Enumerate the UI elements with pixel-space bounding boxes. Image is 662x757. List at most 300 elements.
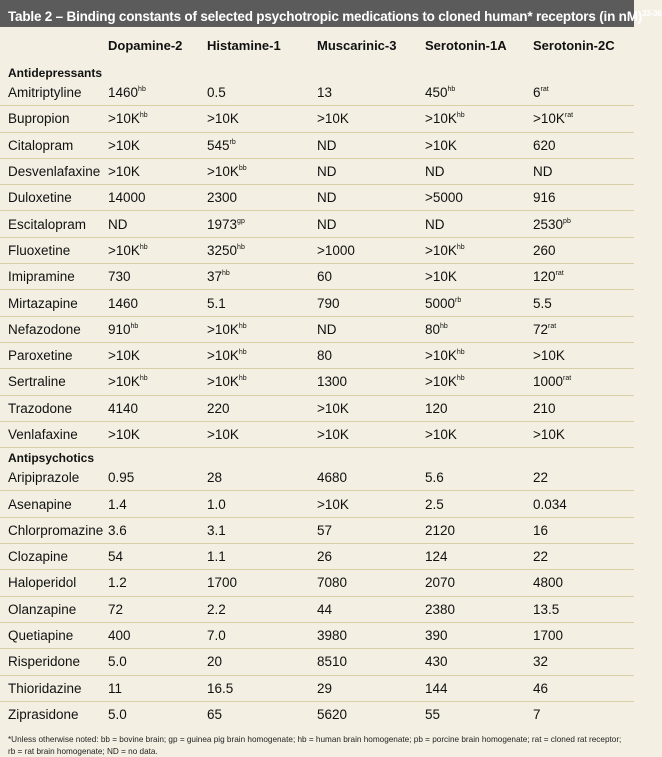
- value-text: 5620: [317, 706, 348, 722]
- value-cell: [533, 80, 634, 106]
- value-cell: [533, 342, 634, 368]
- value-text: 37: [207, 269, 223, 285]
- value-text: 1700: [533, 628, 564, 644]
- value-text: 3.1: [207, 522, 226, 538]
- value-cell: [207, 596, 317, 622]
- source-superscript: hb: [456, 243, 465, 251]
- value-text: >1000: [317, 242, 355, 258]
- value-text: 6: [533, 85, 541, 101]
- value-text: ND: [317, 190, 337, 206]
- value-cell: [533, 185, 634, 211]
- value-cell: [425, 465, 533, 491]
- table-row: [0, 622, 634, 648]
- value-cell: [533, 421, 634, 447]
- value-cell: [425, 649, 533, 675]
- value-text: 65: [207, 706, 223, 722]
- value-cell: [317, 132, 425, 158]
- value-cell: [108, 491, 207, 517]
- value-cell: [533, 675, 634, 701]
- table-row: [0, 80, 634, 106]
- value-cell: [317, 622, 425, 648]
- value-text: 7: [533, 706, 541, 722]
- value-text: 2.5: [425, 496, 444, 512]
- drug-name-cell: Chlorpromazine: [0, 517, 108, 543]
- source-superscript: hb: [139, 243, 148, 251]
- value-text: >10K: [533, 111, 565, 127]
- header-cell-muscarinic-3: Muscarinic-3: [317, 37, 397, 53]
- drug-name-cell: Imipramine: [0, 264, 108, 290]
- drug-name-cell: Asenapine: [0, 491, 108, 517]
- value-cell: [108, 701, 207, 727]
- value-text: 55: [425, 706, 441, 722]
- value-text: 2300: [207, 190, 238, 206]
- source-superscript: hb: [222, 270, 230, 278]
- source-superscript: hb: [456, 375, 465, 383]
- drug-name-cell: Ziprasidone: [8, 706, 79, 722]
- table-row: [0, 132, 634, 158]
- value-text: 1000: [533, 374, 564, 390]
- value-text: 5.1: [207, 295, 226, 311]
- source-superscript: rat: [563, 375, 572, 383]
- value-text: 16: [533, 522, 549, 538]
- value-text: >10K: [533, 427, 565, 442]
- value-text: 120: [425, 400, 448, 416]
- value-text: >10K: [108, 374, 140, 390]
- drug-name-cell: Quetiapine: [0, 622, 108, 648]
- source-superscript: hb: [456, 349, 465, 357]
- value-text: 7080: [317, 575, 348, 591]
- value-cell: [207, 701, 317, 727]
- value-cell: [207, 465, 317, 491]
- value-text: >10K: [425, 348, 457, 364]
- value-cell: [425, 237, 533, 263]
- value-text: 57: [317, 522, 333, 538]
- value-text: 72: [533, 321, 549, 337]
- value-text: 72: [108, 601, 124, 617]
- value-text: 5.0: [108, 654, 127, 670]
- value-cell: [317, 264, 425, 290]
- source-superscript: hb: [138, 86, 146, 94]
- drug-name-cell: Aripiprazole: [0, 465, 108, 491]
- value-text: 29: [317, 680, 333, 696]
- value-cell: [425, 316, 533, 342]
- value-cell: [425, 185, 533, 211]
- table-title-text: Table 2 – Binding constants of selected psychotropic medications to cloned human* receptors (in nM): [8, 9, 643, 24]
- value-text: 916: [533, 190, 556, 206]
- value-cell: [317, 106, 425, 132]
- value-text: >10K: [425, 137, 457, 153]
- source-superscript: hb: [237, 243, 245, 251]
- value-cell: [108, 106, 207, 132]
- value-text: 620: [533, 137, 556, 153]
- value-cell: [533, 369, 634, 395]
- source-superscript: pb: [563, 217, 571, 225]
- value-text: 8510: [317, 654, 348, 670]
- table-row: [0, 158, 634, 184]
- value-cell: [317, 517, 425, 543]
- footnote: *Unless otherwise noted: bb = bovine brain; gp = guinea pig brain homogenate; hb = human brain homogenate; pb = porcine brain homogenate; rat = cloned rat receptor; rb = rat brain homogenate; ND = no data.: [8, 735, 622, 756]
- value-cell: [207, 517, 317, 543]
- value-cell: [533, 649, 634, 675]
- table-row: [0, 465, 634, 491]
- value-text: 2120: [425, 522, 456, 538]
- table-row: [0, 596, 634, 622]
- source-superscript: hb: [456, 112, 465, 120]
- value-cell: [425, 80, 533, 106]
- value-cell: [108, 211, 207, 237]
- drug-name-cell: Citalopram: [0, 132, 108, 158]
- source-superscript: rat: [548, 322, 557, 330]
- value-cell: [108, 622, 207, 648]
- source-superscript: hb: [139, 375, 148, 383]
- value-cell: [108, 132, 207, 158]
- value-cell: [533, 544, 634, 570]
- source-superscript: bb: [238, 165, 247, 173]
- section-header-row: [0, 448, 634, 466]
- value-cell: [533, 517, 634, 543]
- drug-name-cell: Desvenlafaxine: [0, 158, 108, 184]
- value-cell: [317, 158, 425, 184]
- value-cell: [317, 211, 425, 237]
- value-cell: [425, 264, 533, 290]
- value-text: 260: [533, 242, 556, 258]
- value-text: 1700: [207, 575, 238, 591]
- value-cell: [533, 701, 634, 727]
- value-cell: [425, 158, 533, 184]
- source-superscript: hb: [447, 86, 456, 94]
- value-text: >10K: [425, 374, 457, 390]
- value-cell: [108, 264, 207, 290]
- drug-name-cell: Haloperidol: [0, 570, 108, 596]
- value-text: >10K: [108, 348, 140, 364]
- value-cell: [207, 369, 317, 395]
- value-cell: [207, 80, 317, 106]
- value-cell: [207, 491, 317, 517]
- title-references: 33-36: [642, 9, 662, 18]
- value-text: >10K: [207, 374, 239, 390]
- header-cell-dopamine-2: Dopamine-2: [108, 37, 183, 53]
- value-text: 26: [317, 549, 333, 565]
- value-cell: [108, 316, 207, 342]
- section-label: Antidepressants: [8, 66, 103, 80]
- value-cell: [207, 237, 317, 263]
- value-text: 1460: [108, 85, 139, 101]
- source-superscript: hb: [238, 375, 247, 383]
- table-row: [0, 237, 634, 263]
- value-text: 1.0: [207, 496, 226, 512]
- value-cell: [207, 544, 317, 570]
- value-text: 4680: [317, 470, 348, 486]
- binding-constants-table: [0, 27, 634, 727]
- value-text: ND: [108, 216, 128, 232]
- value-text: 7.0: [207, 628, 226, 644]
- source-superscript: rat: [564, 112, 574, 120]
- value-cell: [108, 675, 207, 701]
- value-cell: [317, 544, 425, 570]
- value-text: 2.2: [207, 601, 226, 617]
- value-cell: [533, 132, 634, 158]
- value-cell: [207, 570, 317, 596]
- source-superscript: hb: [130, 322, 139, 330]
- value-cell: [207, 158, 317, 184]
- value-text: 20: [207, 654, 223, 670]
- value-cell: [108, 517, 207, 543]
- table-title: [0, 0, 662, 27]
- value-text: 0.5: [207, 85, 226, 101]
- value-text: 790: [317, 295, 340, 311]
- value-text: ND: [425, 216, 445, 232]
- source-superscript: hb: [238, 349, 247, 357]
- drug-name-cell: Sertraline: [0, 369, 108, 395]
- value-text: 80: [425, 321, 441, 337]
- source-superscript: rat: [540, 86, 549, 94]
- value-text: 390: [425, 628, 448, 644]
- value-text: 730: [108, 269, 131, 285]
- value-cell: [317, 316, 425, 342]
- value-cell: [425, 675, 533, 701]
- value-text: >10K: [425, 427, 457, 442]
- value-cell: [425, 211, 533, 237]
- table-row: [0, 491, 634, 517]
- value-cell: [108, 290, 207, 316]
- value-text: >10K: [108, 242, 140, 258]
- value-cell: [317, 570, 425, 596]
- header-cell-histamine-1: Histamine-1: [207, 37, 281, 53]
- value-text: >10K: [207, 321, 239, 337]
- header-row: [0, 27, 634, 63]
- drug-name-cell: Fluoxetine: [0, 237, 108, 263]
- table-row: [0, 342, 634, 368]
- value-text: 44: [317, 601, 333, 617]
- value-cell: [207, 290, 317, 316]
- value-cell: [207, 264, 317, 290]
- value-cell: [425, 369, 533, 395]
- value-text: >10K: [108, 427, 140, 442]
- value-cell: [425, 701, 533, 727]
- value-text: 124: [425, 549, 448, 565]
- value-text: 80: [317, 348, 333, 364]
- value-cell: [317, 185, 425, 211]
- value-cell: [317, 237, 425, 263]
- table-row: [0, 570, 634, 596]
- value-cell: [425, 395, 533, 421]
- value-text: 220: [207, 400, 230, 416]
- value-text: 2380: [425, 601, 456, 617]
- value-cell: [317, 596, 425, 622]
- value-cell: [108, 158, 207, 184]
- table-row: [0, 211, 634, 237]
- value-text: 3.6: [108, 522, 127, 538]
- drug-name-cell: Venlafaxine: [0, 421, 108, 447]
- value-cell: [108, 237, 207, 263]
- source-superscript: rb: [455, 296, 462, 304]
- value-cell: [425, 570, 533, 596]
- value-cell: [317, 421, 425, 447]
- table-row: [0, 649, 634, 675]
- value-cell: [533, 570, 634, 596]
- value-text: ND: [317, 137, 337, 153]
- value-text: 5.0: [108, 706, 127, 722]
- table-row: [0, 185, 634, 211]
- value-cell: [108, 649, 207, 675]
- value-cell: [425, 622, 533, 648]
- value-cell: [425, 596, 533, 622]
- value-cell: [207, 211, 317, 237]
- value-text: >10K: [108, 164, 140, 180]
- value-cell: [317, 369, 425, 395]
- value-cell: [108, 80, 207, 106]
- value-text: 14000: [108, 190, 146, 206]
- header-cell-drug: [0, 27, 108, 63]
- value-text: >10K: [207, 111, 239, 127]
- value-cell: [533, 290, 634, 316]
- value-text: 3250: [207, 242, 238, 258]
- drug-name-cell: Clozapine: [0, 544, 108, 570]
- value-cell: [207, 342, 317, 368]
- source-superscript: hb: [440, 322, 448, 330]
- value-cell: [425, 106, 533, 132]
- value-text: >10K: [317, 111, 349, 127]
- value-text: >10K: [533, 348, 565, 364]
- value-cell: [108, 369, 207, 395]
- value-text: >10K: [317, 427, 349, 442]
- value-text: ND: [533, 164, 553, 180]
- value-text: 1300: [317, 374, 348, 390]
- value-cell: [207, 316, 317, 342]
- value-text: 430: [425, 654, 448, 670]
- table-row: [0, 421, 634, 447]
- table-row: [0, 264, 634, 290]
- value-cell: [533, 622, 634, 648]
- value-text: 0.034: [533, 496, 567, 512]
- value-cell: [317, 80, 425, 106]
- value-cell: [317, 491, 425, 517]
- section-label: Antipsychotics: [8, 451, 95, 466]
- value-text: 4140: [108, 400, 139, 416]
- value-text: 4800: [533, 575, 564, 591]
- value-cell: [533, 237, 634, 263]
- table-row: [0, 290, 634, 316]
- table-body: [0, 63, 634, 727]
- value-text: >10K: [317, 496, 349, 512]
- value-cell: [108, 570, 207, 596]
- value-text: >10K: [207, 427, 239, 442]
- table-row: [0, 316, 634, 342]
- value-cell: [317, 675, 425, 701]
- value-cell: [533, 316, 634, 342]
- value-cell: [425, 132, 533, 158]
- value-cell: [207, 622, 317, 648]
- drug-name-cell: Duloxetine: [0, 185, 108, 211]
- value-cell: [425, 544, 533, 570]
- value-cell: [533, 106, 634, 132]
- value-text: 1.4: [108, 496, 127, 512]
- value-text: 210: [533, 400, 556, 416]
- value-cell: [317, 649, 425, 675]
- value-text: 13.5: [533, 601, 560, 617]
- value-cell: [533, 211, 634, 237]
- value-text: >10K: [317, 400, 349, 416]
- value-cell: [207, 185, 317, 211]
- value-cell: [108, 185, 207, 211]
- value-text: 450: [425, 85, 448, 101]
- drug-name-cell: Risperidone: [0, 649, 108, 675]
- source-superscript: rat: [555, 270, 564, 278]
- value-text: >10K: [425, 269, 457, 285]
- value-text: 5.6: [425, 470, 444, 486]
- value-text: 32: [533, 654, 549, 670]
- table-row: [0, 106, 634, 132]
- value-cell: [425, 421, 533, 447]
- value-cell: [317, 465, 425, 491]
- value-text: >10K: [108, 111, 140, 127]
- value-text: >10K: [207, 164, 239, 180]
- value-cell: [207, 106, 317, 132]
- drug-name-cell: Nefazodone: [0, 316, 108, 342]
- value-text: 1460: [108, 295, 139, 311]
- value-text: 11: [108, 680, 123, 696]
- drug-name-cell: Bupropion: [0, 106, 108, 132]
- value-text: 16.5: [207, 680, 234, 696]
- value-text: 910: [108, 321, 131, 337]
- value-cell: [317, 290, 425, 316]
- value-text: 2070: [425, 575, 456, 591]
- value-text: 1.2: [108, 575, 127, 591]
- value-text: 120: [533, 269, 556, 285]
- table-row: [0, 544, 634, 570]
- value-text: 2530: [533, 216, 564, 232]
- drug-name-cell: Escitalopram: [0, 211, 108, 237]
- value-text: 1973: [207, 216, 238, 232]
- value-text: 22: [533, 470, 549, 486]
- value-text: ND: [317, 216, 337, 232]
- source-superscript: hb: [238, 322, 247, 330]
- value-text: >10K: [207, 348, 239, 364]
- value-text: >10K: [108, 137, 140, 153]
- value-text: 3980: [317, 628, 348, 644]
- value-text: 54: [108, 549, 124, 565]
- value-cell: [533, 491, 634, 517]
- value-text: 545: [207, 137, 230, 153]
- value-cell: [533, 264, 634, 290]
- value-text: >10K: [425, 242, 457, 258]
- value-text: ND: [317, 321, 337, 337]
- value-cell: [207, 132, 317, 158]
- value-text: 60: [317, 269, 333, 285]
- source-superscript: gp: [237, 217, 245, 225]
- drug-name-cell: Thioridazine: [0, 675, 108, 701]
- value-text: 5.5: [533, 295, 552, 311]
- value-cell: [207, 649, 317, 675]
- value-text: 22: [533, 549, 549, 565]
- value-text: 1.1: [207, 549, 226, 565]
- header-cell-serotonin-2c: Serotonin-2C: [533, 37, 615, 53]
- source-superscript: hb: [139, 112, 148, 120]
- value-text: 46: [533, 680, 549, 696]
- value-cell: [108, 342, 207, 368]
- value-text: >5000: [425, 190, 463, 206]
- value-cell: [108, 596, 207, 622]
- value-cell: [207, 395, 317, 421]
- value-text: 28: [207, 470, 223, 486]
- value-text: 5000: [425, 295, 456, 311]
- value-cell: [317, 395, 425, 421]
- value-cell: [533, 465, 634, 491]
- drug-name-cell: Paroxetine: [0, 342, 108, 368]
- source-superscript: rb: [229, 138, 236, 146]
- header-cell-serotonin-1a: Serotonin-1A: [425, 37, 507, 53]
- value-cell: [207, 675, 317, 701]
